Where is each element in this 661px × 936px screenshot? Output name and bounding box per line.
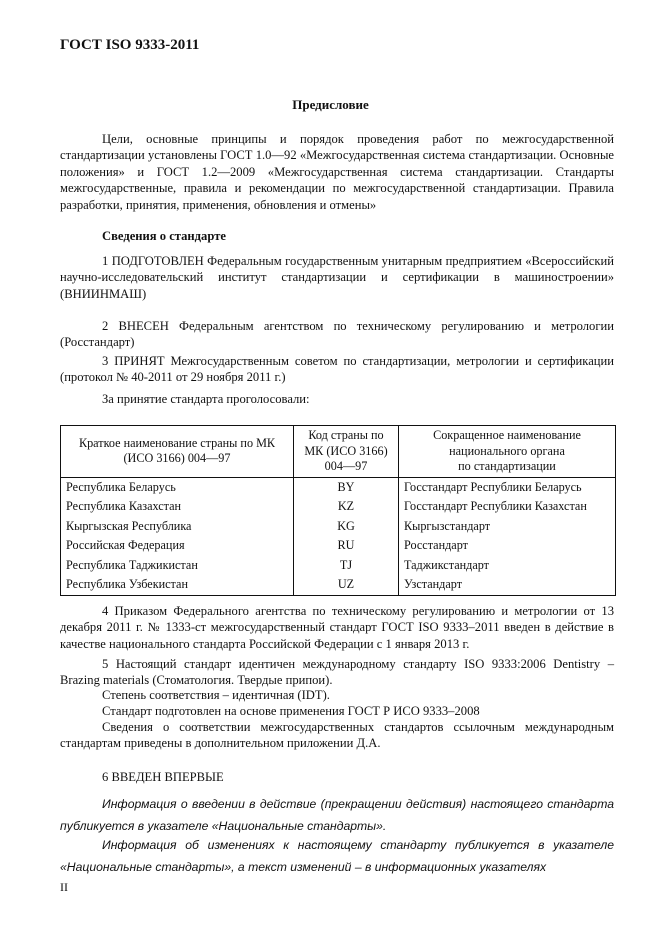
italic-note-1: Информация о введении в действие (прекращении действия) настоящего стандарта публикуется в указателе «Национальные стандарты».	[60, 797, 614, 833]
cell-body: Росстандарт	[399, 536, 616, 556]
cell-code: KZ	[294, 497, 399, 517]
header-country: Краткое наименование страны по МК (ИСО 3166) 004—97	[61, 426, 294, 478]
degree-line: Степень соответствия – идентичная (IDT).	[102, 688, 330, 702]
cell-code: RU	[294, 536, 399, 556]
cell-country: Республика Таджикистан	[61, 556, 294, 576]
cell-code: KG	[294, 517, 399, 537]
member-states-table	[60, 425, 616, 596]
cell-country: Республика Узбекистан	[61, 575, 294, 595]
table-row	[61, 556, 616, 576]
cell-code: TJ	[294, 556, 399, 576]
document-id: ГОСТ ISO 9333-2011	[60, 37, 200, 53]
intro-paragraph: Цели, основные принципы и порядок проведения работ по межгосударственной стандартизации установлены ГОСТ 1.0—92 «Межгосударственная система стандартизации. Основные положения» и ГОСТ 1.2—2009 «Межгосударственная система стандартизации. Стандарты межгосударственные, правила и рекомендации по межгосударственной стандартизации. Правила разработки, принятия, применения, обновления и отмены»	[60, 132, 614, 212]
cell-body: Узстандарт	[399, 575, 616, 595]
page-number: II	[60, 880, 68, 894]
item-4-paragraph: 4 Приказом Федерального агентства по техническому регулированию и метрологии от 13 декабря 2011 г. № 1333-ст межгосударственный стандарт ГОСТ ISO 9333–2011 введен в действие в качестве национального стандарта Российской Федерации с 1 января 2013 г.	[60, 604, 614, 651]
header-body: Сокращенное наименование национального органа по стандартизации	[399, 426, 616, 478]
cell-country: Российская Федерация	[61, 536, 294, 556]
header-code: Код страны по МК (ИСО 3166) 004—97	[294, 426, 399, 478]
cell-body: Таджикстандарт	[399, 556, 616, 576]
voted-line: За принятие стандарта проголосовали:	[102, 392, 310, 406]
table-row	[61, 536, 616, 556]
cell-body: Госстандарт Республики Беларусь	[399, 477, 616, 497]
based-on-line: Стандарт подготовлен на основе применения ГОСТ Р ИСО 9333–2008	[102, 704, 480, 718]
table-row	[61, 575, 616, 595]
item-3-paragraph: 3 ПРИНЯТ Межгосударственным советом по стандартизации, метрологии и сертификации (протокол № 40-2011 от 29 ноября 2011 г.)	[60, 354, 614, 385]
cell-body: Кыргызстандарт	[399, 517, 616, 537]
item-1-paragraph: 1 ПОДГОТОВЛЕН Федеральным государственным унитарным предприятием «Всероссийский научно-исследовательский институт стандартизации и сертификации в машиностроении» (ВНИИНМАШ)	[60, 254, 614, 301]
info-heading: Сведения о стандарте	[102, 229, 226, 243]
item-6-line: 6 ВВЕДЕН ВПЕРВЫЕ	[102, 770, 224, 784]
cell-country: Кыргызская Республика	[61, 517, 294, 537]
references-paragraph: Сведения о соответствии межгосударственных стандартов ссылочным международным стандартам приведены в дополнительном приложении Д.А.	[60, 720, 614, 751]
section-title: Предисловие	[292, 97, 369, 112]
cell-code: UZ	[294, 575, 399, 595]
cell-code: BY	[294, 477, 399, 497]
item-5-paragraph: 5 Настоящий стандарт идентичен международному стандарту ISO 9333:2006 Dentistry – Brazing materials (Стоматология. Твердые припои).	[60, 657, 614, 688]
table-row	[61, 517, 616, 537]
table-row	[61, 477, 616, 497]
item-2-paragraph: 2 ВНЕСЕН Федеральным агентством по техническому регулированию и метрологии (Росстандарт)	[60, 319, 614, 350]
cell-body: Госстандарт Республики Казахстан	[399, 497, 616, 517]
table-header-row	[61, 426, 616, 478]
cell-country: Республика Беларусь	[61, 477, 294, 497]
cell-country: Республика Казахстан	[61, 497, 294, 517]
italic-note-2: Информация об изменениях к настоящему стандарту публикуется в указателе «Национальные стандарты», а текст изменений – в информационных указателях	[60, 838, 614, 874]
table-row	[61, 497, 616, 517]
